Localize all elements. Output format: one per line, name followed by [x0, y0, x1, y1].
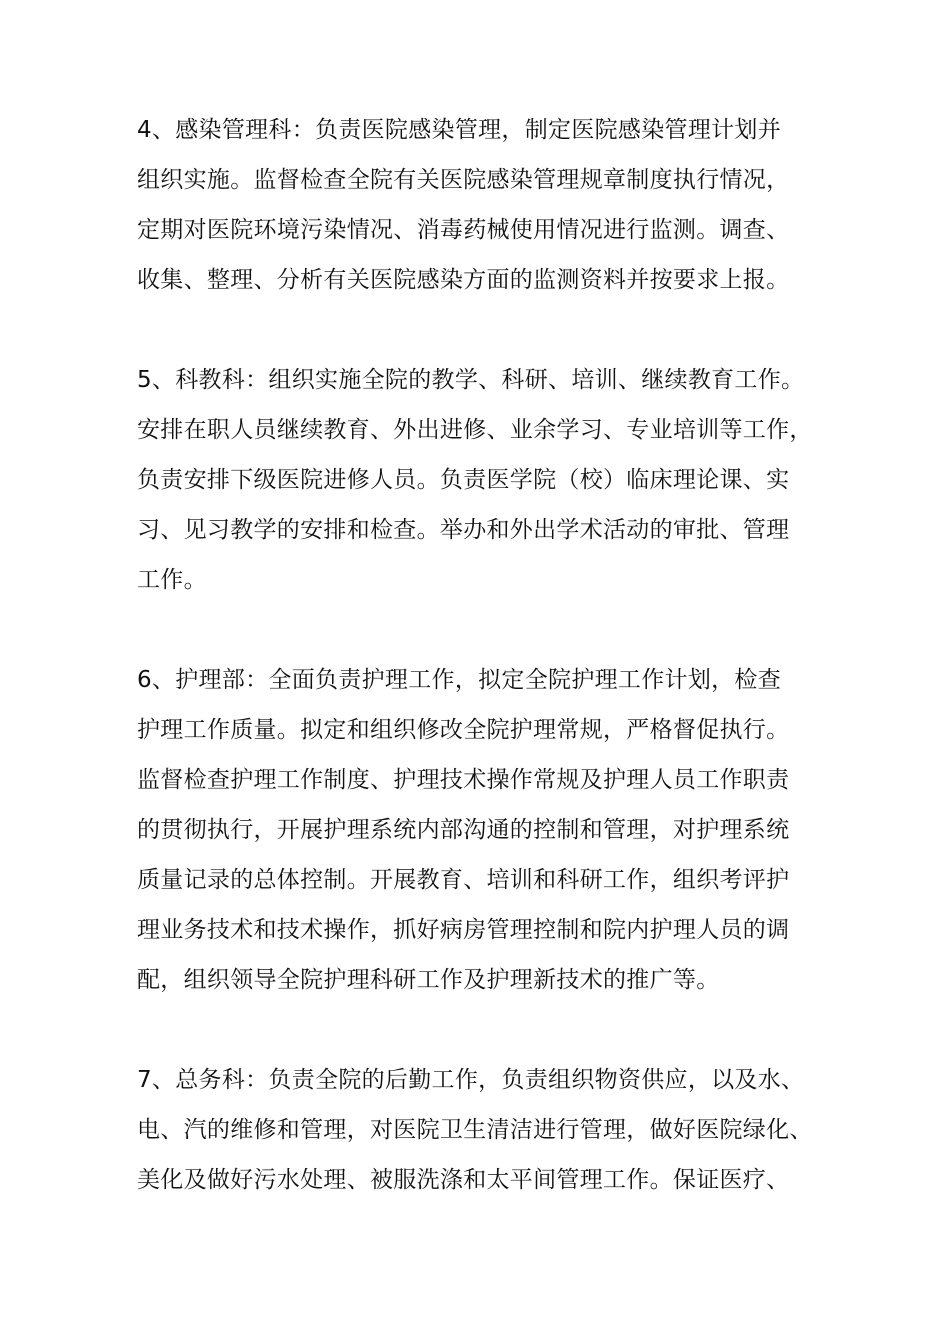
text-line: 监督检查护理工作制度、护理技术操作常规及护理人员工作职责 [137, 767, 790, 793]
text-line: 质量记录的总体控制。开展教育、培训和科研工作，组织考评护 [137, 867, 790, 893]
text-line: 组织实施。监督检查全院有关医院感染管理规章制度执行情况， [137, 167, 790, 193]
text-line: 工作。 [137, 567, 207, 593]
document-body [137, 105, 847, 1255]
text-line: 6、护理部：全面负责护理工作，拟定全院护理工作计划，检查 [137, 667, 782, 693]
text-line: 配，组织领导全院护理科研工作及护理新技术的推广等。 [137, 967, 720, 993]
text-line: 电、汽的维修和管理，对医院卫生清洁进行管理，做好医院绿化、 [137, 1117, 813, 1143]
text-line: 护理工作质量。拟定和组织修改全院护理常规，严格督促执行。 [137, 717, 790, 743]
paragraph-nursing-department [137, 655, 847, 1005]
text-line: 5、科教科：组织实施全院的教学、科研、培训、继续教育工作。 [137, 367, 805, 393]
text-line: 理业务技术和技术操作，抓好病房管理控制和院内护理人员的调 [137, 917, 790, 943]
text-line: 负责安排下级医院进修人员。负责医学院（校）临床理论课、实 [137, 467, 790, 493]
text-line: 的贯彻执行，开展护理系统内部沟通的控制和管理，对护理系统 [137, 817, 790, 843]
text-line: 定期对医院环境污染情况、消毒药械使用情况进行监测。调查、 [137, 217, 790, 243]
text-line: 安排在职人员继续教育、外出进修、业余学习、专业培训等工作， [137, 417, 813, 443]
paragraph-infection-management [137, 105, 847, 305]
text-line: 4、感染管理科：负责医院感染管理，制定医院感染管理计划并 [137, 117, 782, 143]
text-line: 习、见习教学的安排和检查。举办和外出学术活动的审批、管理 [137, 517, 790, 543]
paragraph-science-education [137, 355, 847, 605]
text-line: 美化及做好污水处理、被服洗涤和太平间管理工作。保证医疗、 [137, 1167, 790, 1193]
text-line: 收集、整理、分析有关医院感染方面的监测资料并按要求上报。 [137, 267, 790, 293]
paragraph-general-affairs [137, 1055, 847, 1205]
text-line: 7、总务科：负责全院的后勤工作，负责组织物资供应，以及水、 [137, 1067, 805, 1093]
